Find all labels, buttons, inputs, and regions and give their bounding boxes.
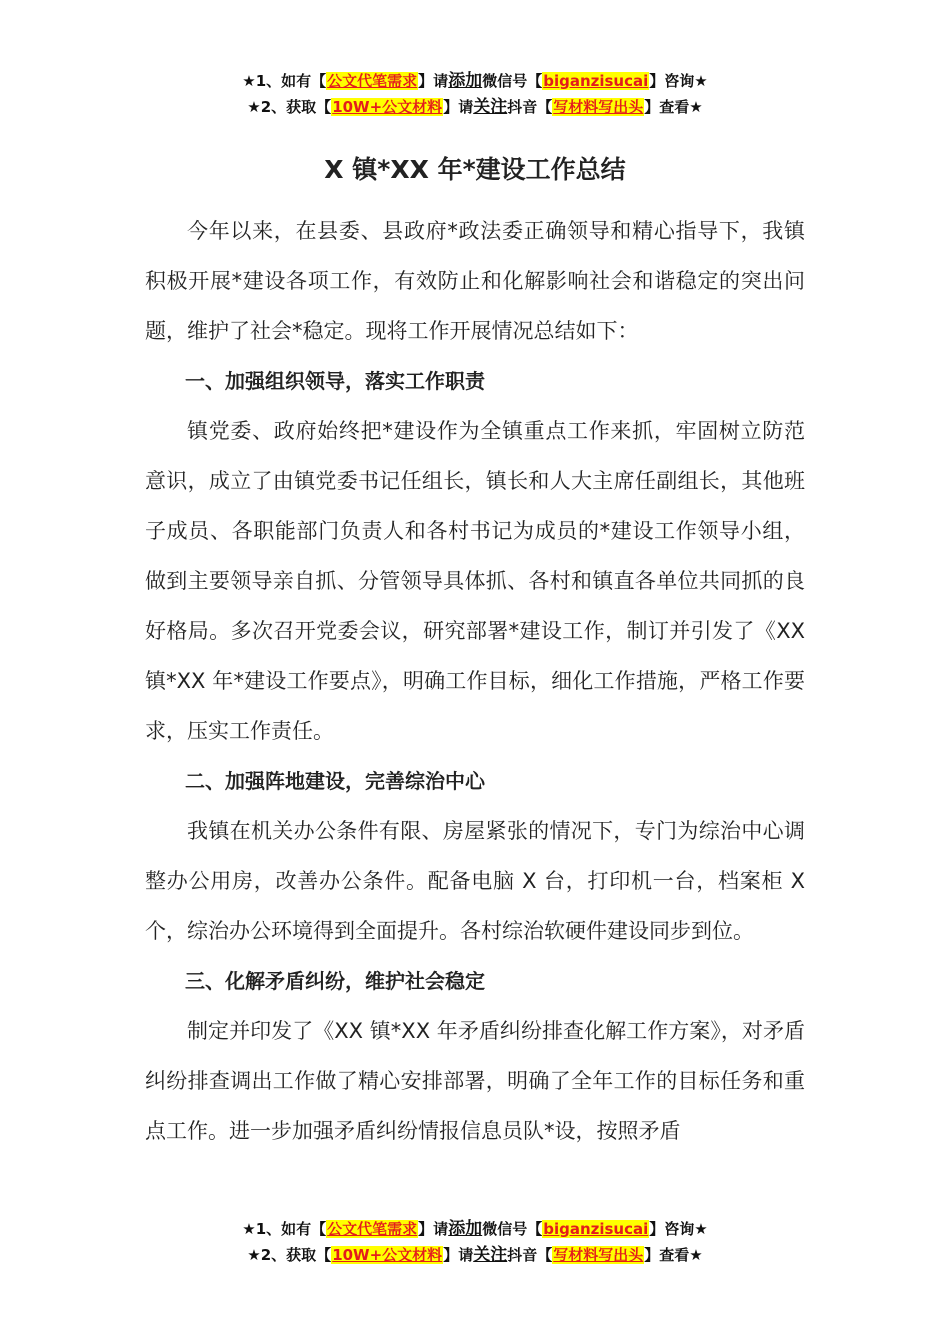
promo-text: 抖音【 <box>507 98 553 116</box>
promo-highlight-materials: 10W+公文材料 <box>332 98 443 116</box>
promo-text: 微信号【 <box>482 72 543 90</box>
document-title: X 镇*XX 年*建设工作总结 <box>324 155 626 184</box>
section-heading: 二、加强阵地建设，完善综治中心 <box>185 769 485 793</box>
promo-highlight-douyin: 写材料写出头 <box>553 1246 644 1264</box>
bottom-promo-banner <box>0 1216 950 1268</box>
promo-text: ★2、获取【 <box>247 98 332 116</box>
promo-text: 抖音【 <box>507 1246 553 1264</box>
promo-text: 】请 <box>443 98 474 116</box>
promo-text: 】咨询★ <box>649 72 708 90</box>
promo-line-1 <box>0 68 950 94</box>
promo-text: 】查看★ <box>644 98 703 116</box>
promo-text: ★2、获取【 <box>247 1246 332 1264</box>
promo-line-1 <box>0 1216 950 1242</box>
promo-line-2 <box>0 1242 950 1268</box>
promo-text: 】请 <box>418 1220 449 1238</box>
promo-text: 】咨询★ <box>649 1220 708 1238</box>
promo-text: 】请 <box>443 1246 474 1264</box>
promo-text: ★1、如有【 <box>242 72 327 90</box>
promo-emphasis: 关注 <box>473 97 508 117</box>
section-paragraph: 制定并印发了《XX 镇*XX 年矛盾纠纷排查化解工作方案》，对矛盾纠纷排查调出工作做了精心安排部署，明确了全年工作的目标任务和重点工作。进一步加强矛盾纠纷情报信息员队*设，按照矛盾 <box>145 1019 805 1143</box>
promo-text: 】请 <box>418 72 449 90</box>
section-paragraph: 我镇在机关办公条件有限、房屋紧张的情况下，专门为综治中心调整办公用房，改善办公条件。配备电脑 X 台，打印机一台，档案柜 X 个，综治办公环境得到全面提升。各村综治软硬件建设同步到位。 <box>145 819 805 943</box>
promo-text: 微信号【 <box>482 1220 543 1238</box>
promo-highlight-wechat: biganzisucai <box>543 72 649 90</box>
promo-line-2 <box>0 94 950 120</box>
top-promo-banner <box>0 68 950 120</box>
promo-highlight-wechat: biganzisucai <box>543 1220 649 1238</box>
promo-highlight-service: 公文代笔需求 <box>327 72 418 90</box>
promo-emphasis: 添加 <box>448 1219 483 1239</box>
section-heading: 三、化解矛盾纠纷，维护社会稳定 <box>185 969 485 993</box>
promo-text: ★1、如有【 <box>242 1220 327 1238</box>
section-paragraph: 镇党委、政府始终把*建设作为全镇重点工作来抓，牢固树立防范意识，成立了由镇党委书记任组长，镇长和人大主席任副组长，其他班子成员、各职能部门负责人和各村书记为成员的*建设工作领导小组，做到主要领导亲自抓、分管领导具体抓、各村和镇直各单位共同抓的良好格局。多次召开党委会议，研究部署*建设工作，制订并引发了《XX 镇*XX 年*建设工作要点》，明确工作目标，细化工作措施，严格工作要求，压实工作责任。 <box>145 419 805 743</box>
document-body <box>145 206 805 1156</box>
promo-text: 】查看★ <box>644 1246 703 1264</box>
promo-highlight-materials: 10W+公文材料 <box>332 1246 443 1264</box>
intro-paragraph: 今年以来，在县委、县政府*政法委正确领导和精心指导下，我镇积极开展*建设各项工作，有效防止和化解影响社会和谐稳定的突出问题，维护了社会*稳定。现将工作开展情况总结如下： <box>145 219 805 343</box>
promo-emphasis: 添加 <box>448 71 483 91</box>
section-heading: 一、加强组织领导，落实工作职责 <box>185 369 485 393</box>
promo-emphasis: 关注 <box>473 1245 508 1265</box>
promo-highlight-service: 公文代笔需求 <box>327 1220 418 1238</box>
promo-highlight-douyin: 写材料写出头 <box>553 98 644 116</box>
